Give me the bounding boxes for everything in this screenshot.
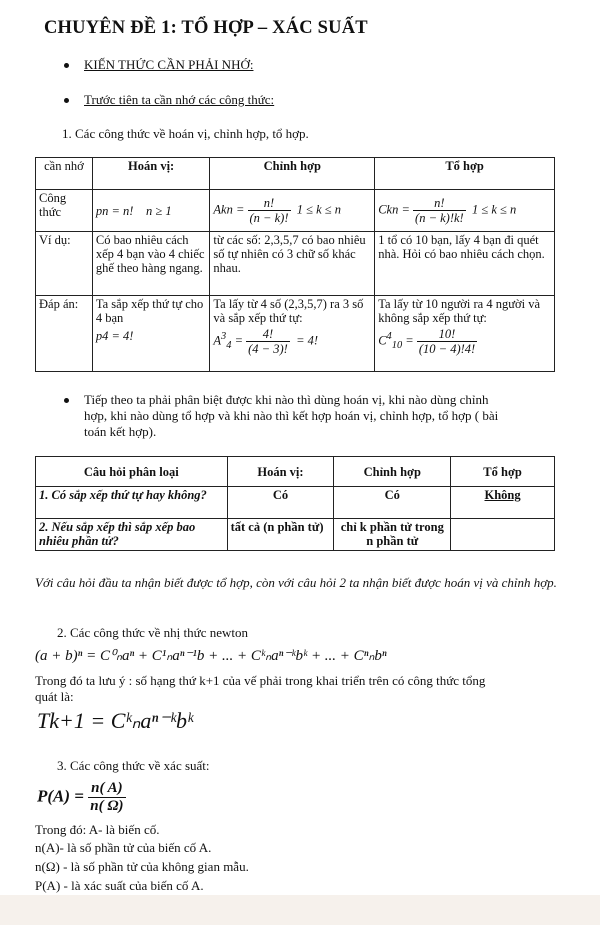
row-label: Công thức	[36, 190, 93, 232]
bullet-distinguish-line2: hợp, khi nào dùng tổ hợp và khi nào thì kết hợp hoán vị, chỉnh hợp, tổ hợp ( bài	[84, 408, 499, 423]
section-2-heading: 2. Các công thức về nhị thức newton	[57, 625, 248, 640]
table-header: Tổ hợp	[375, 158, 555, 190]
example-combination: 1 tổ có 10 bạn, lấy 4 bạn đi quét nhà. Hỏi có bao nhiêu cách chọn.	[375, 232, 555, 296]
note-paragraph: Với câu hỏi đầu ta nhận biết được tổ hợp, còn với câu hỏi 2 ta nhận biết được hoán vị và chỉnh hợp.	[35, 575, 557, 590]
example-permutation: Có bao nhiêu cách xếp 4 bạn vào 4 chiếc ghế theo hàng ngang.	[92, 232, 210, 296]
bullet-dot	[64, 98, 69, 103]
bullet-distinguish-line3: toán kết hợp).	[84, 424, 157, 439]
answer-arrangement: Ta lấy từ 4 số (2,3,5,7) ra 3 số và sắp xếp thứ tự: $A^3_4$ = $\frac{4!}{(4 - 3)!}$ = 4!	[210, 296, 375, 372]
page-title: CHUYÊN ĐỀ 1: TỔ HỢP – XÁC SUẤT	[44, 18, 368, 38]
section-3-heading: 3. Các công thức về xác suất:	[57, 758, 210, 773]
definition-line: n(Ω) - là số phần tử của không gian mẫu.	[35, 859, 249, 874]
question-1: 1. Có sắp xếp thứ tự hay không?	[36, 487, 228, 519]
bullet-formulas-intro: Trước tiên ta cần nhớ các công thức:	[84, 92, 274, 108]
binomial-formula: (a + b)ⁿ = C⁰ₙaⁿ + C¹ₙaⁿ⁻¹b + ... + Cᵏₙaⁿ⁻ᵏbᵏ + ... + Cⁿₙbⁿ	[35, 648, 387, 664]
classification-table	[35, 456, 555, 551]
table-header: Chỉnh hợp	[334, 457, 451, 487]
question-2: 2. Nếu sắp xếp thì sắp xếp bao nhiêu phần tử?	[36, 519, 228, 551]
combination-formula: Ckn = $\frac{n!}{(n - k)!k!}$ 1 ≤ k ≤ n	[375, 190, 555, 232]
definition-line: Trong đó: A- là biến cố.	[35, 822, 160, 837]
table-header: Chỉnh hợp	[210, 158, 375, 190]
permutation-formula: pn = n! n ≥ 1	[92, 190, 210, 232]
bullet-dot	[64, 63, 69, 68]
row-label: Đáp án:	[36, 296, 93, 372]
probability-formula: P(A) = $\frac{n( A)}{n( \Omega)}$	[37, 780, 124, 814]
binomial-note-line1: Trong đó ta lưu ý : số hạng thứ k+1 của vế phải trong khai triển trên có công thức tổng	[35, 673, 486, 688]
q2-arrangement: chỉ k phần tử trong n phần tử	[334, 519, 451, 551]
table-header: Tổ hợp	[451, 457, 555, 487]
answer-combination: Ta lấy từ 10 người ra 4 người và không sắp xếp thứ tự: $C^4_{10}$ = $\frac{10!}{(10 - 4)!4!}$	[375, 296, 555, 372]
binomial-note-line2: quát là:	[35, 689, 74, 704]
table-header: Hoán vị:	[227, 457, 334, 487]
definition-line: n(A)- là số phần tử của biến cố A.	[35, 840, 212, 855]
example-arrangement: từ các số: 2,3,5,7 có bao nhiêu số tự nhiên có 3 chữ số khác nhau.	[210, 232, 375, 296]
table-header: cần nhớ	[36, 158, 93, 190]
bullet-dot	[64, 398, 69, 403]
formula-table	[35, 157, 555, 372]
q1-permutation: Có	[227, 487, 334, 519]
table-header: Câu hỏi phân loại	[36, 457, 228, 487]
q2-combination	[451, 519, 555, 551]
section-1-heading: 1. Các công thức về hoán vị, chỉnh hợp, tổ hợp.	[62, 126, 309, 141]
q1-combination: Không	[451, 487, 555, 519]
general-term-formula: Tk+1 = Cᵏₙaⁿ⁻ᵏbᵏ	[37, 708, 194, 733]
bullet-distinguish: Tiếp theo ta phải phân biệt được khi nào thì dùng hoán vị, khi nào dùng chỉnh	[84, 392, 488, 408]
q2-permutation: tất cả (n phần tử)	[227, 519, 334, 551]
q1-arrangement: Có	[334, 487, 451, 519]
table-header: Hoán vị:	[92, 158, 210, 190]
bullet-knowledge: KIẾN THỨC CẦN PHẢI NHỚ:	[84, 57, 253, 73]
row-label: Ví dụ:	[36, 232, 93, 296]
arrangement-formula: Akn = $\frac{n!}{(n - k)!}$ 1 ≤ k ≤ n	[210, 190, 375, 232]
answer-permutation: Ta sắp xếp thứ tự cho 4 bạn p4 = 4!	[92, 296, 210, 372]
definition-line: P(A) - là xác suất của biến cố A.	[35, 878, 204, 893]
